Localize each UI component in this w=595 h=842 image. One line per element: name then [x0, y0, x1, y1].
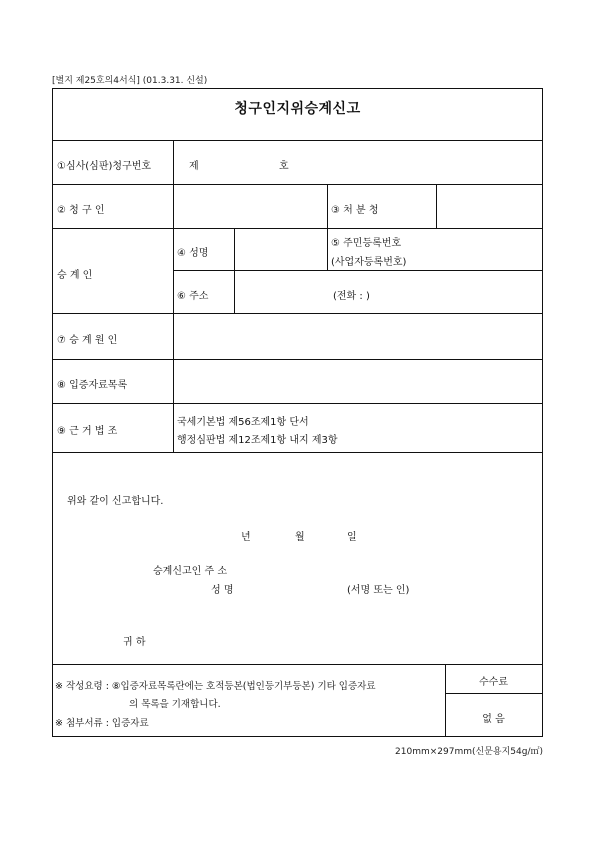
- row-divider: [173, 270, 542, 271]
- row-divider: [53, 359, 542, 360]
- fee-label: 수수료: [479, 677, 508, 688]
- phone-label: (전화 : ): [333, 291, 370, 302]
- paper-spec: 210mm×297mm(신문용지54g/㎡): [395, 747, 543, 757]
- legal-basis-line-1: 국세기본법 제56조제1항 단서: [177, 417, 309, 428]
- row-divider: [53, 184, 542, 185]
- label-column-divider: [173, 140, 174, 452]
- recipient-label: 귀 하: [123, 637, 146, 648]
- case-number-label: ①심사(심판)청구번호: [57, 161, 152, 172]
- declaration-statement: 위와 같이 신고합니다.: [67, 496, 164, 507]
- row-divider: [53, 228, 542, 229]
- claimant-label: ② 청 구 인: [57, 205, 105, 216]
- row-divider: [53, 452, 542, 453]
- successor-address-label: ⑥ 주소: [177, 291, 209, 302]
- succession-cause-label: ⑦ 승 계 원 인: [57, 335, 118, 346]
- instruction-line-1: ※ 작성요령 : ⑧입증자료목록란에는 호적등본(법인등기부등본) 기타 입증자료: [55, 681, 376, 692]
- row-divider: [53, 664, 542, 665]
- attachment-note: ※ 첨부서류 : 입증자료: [55, 718, 149, 729]
- resident-id-label: ⑤ 주민등록번호: [331, 238, 402, 249]
- case-number-prefix: 제: [189, 161, 199, 172]
- column-divider: [327, 184, 328, 271]
- business-id-label: (사업자등록번호): [331, 257, 407, 268]
- form-title: 청구인지위승계신고: [234, 101, 361, 117]
- row-divider: [53, 140, 542, 141]
- declarant-address-label: 승계신고인 주 소: [153, 566, 227, 577]
- evidence-list-label: ⑧ 입증자료목록: [57, 380, 128, 391]
- legal-basis-label: ⑨ 근 거 법 조: [57, 426, 118, 437]
- form-number: [별지 제25호의4서식] (01.3.31. 신설): [52, 76, 208, 86]
- row-divider: [53, 403, 542, 404]
- date-day: 일: [347, 532, 357, 543]
- declaration-form: [52, 88, 543, 737]
- case-number-suffix: 호: [279, 161, 289, 172]
- instruction-line-2: 의 목록을 기재합니다.: [129, 699, 221, 710]
- declarant-name-label: 성 명: [211, 585, 234, 596]
- signature-note: (서명 또는 인): [347, 585, 410, 596]
- row-divider: [53, 313, 542, 314]
- column-divider: [234, 228, 235, 313]
- successor-label: 승 계 인: [57, 270, 93, 281]
- date-year: 년: [241, 532, 251, 543]
- fee-value: 없 음: [482, 714, 505, 725]
- column-divider: [436, 184, 437, 228]
- successor-name-label: ④ 성명: [177, 248, 209, 259]
- fee-divider: [445, 693, 542, 694]
- legal-basis-line-2: 행정심판법 제12조제1항 내지 제3항: [177, 435, 338, 446]
- agency-label: ③ 처 분 청: [331, 205, 379, 216]
- date-month: 월: [295, 532, 305, 543]
